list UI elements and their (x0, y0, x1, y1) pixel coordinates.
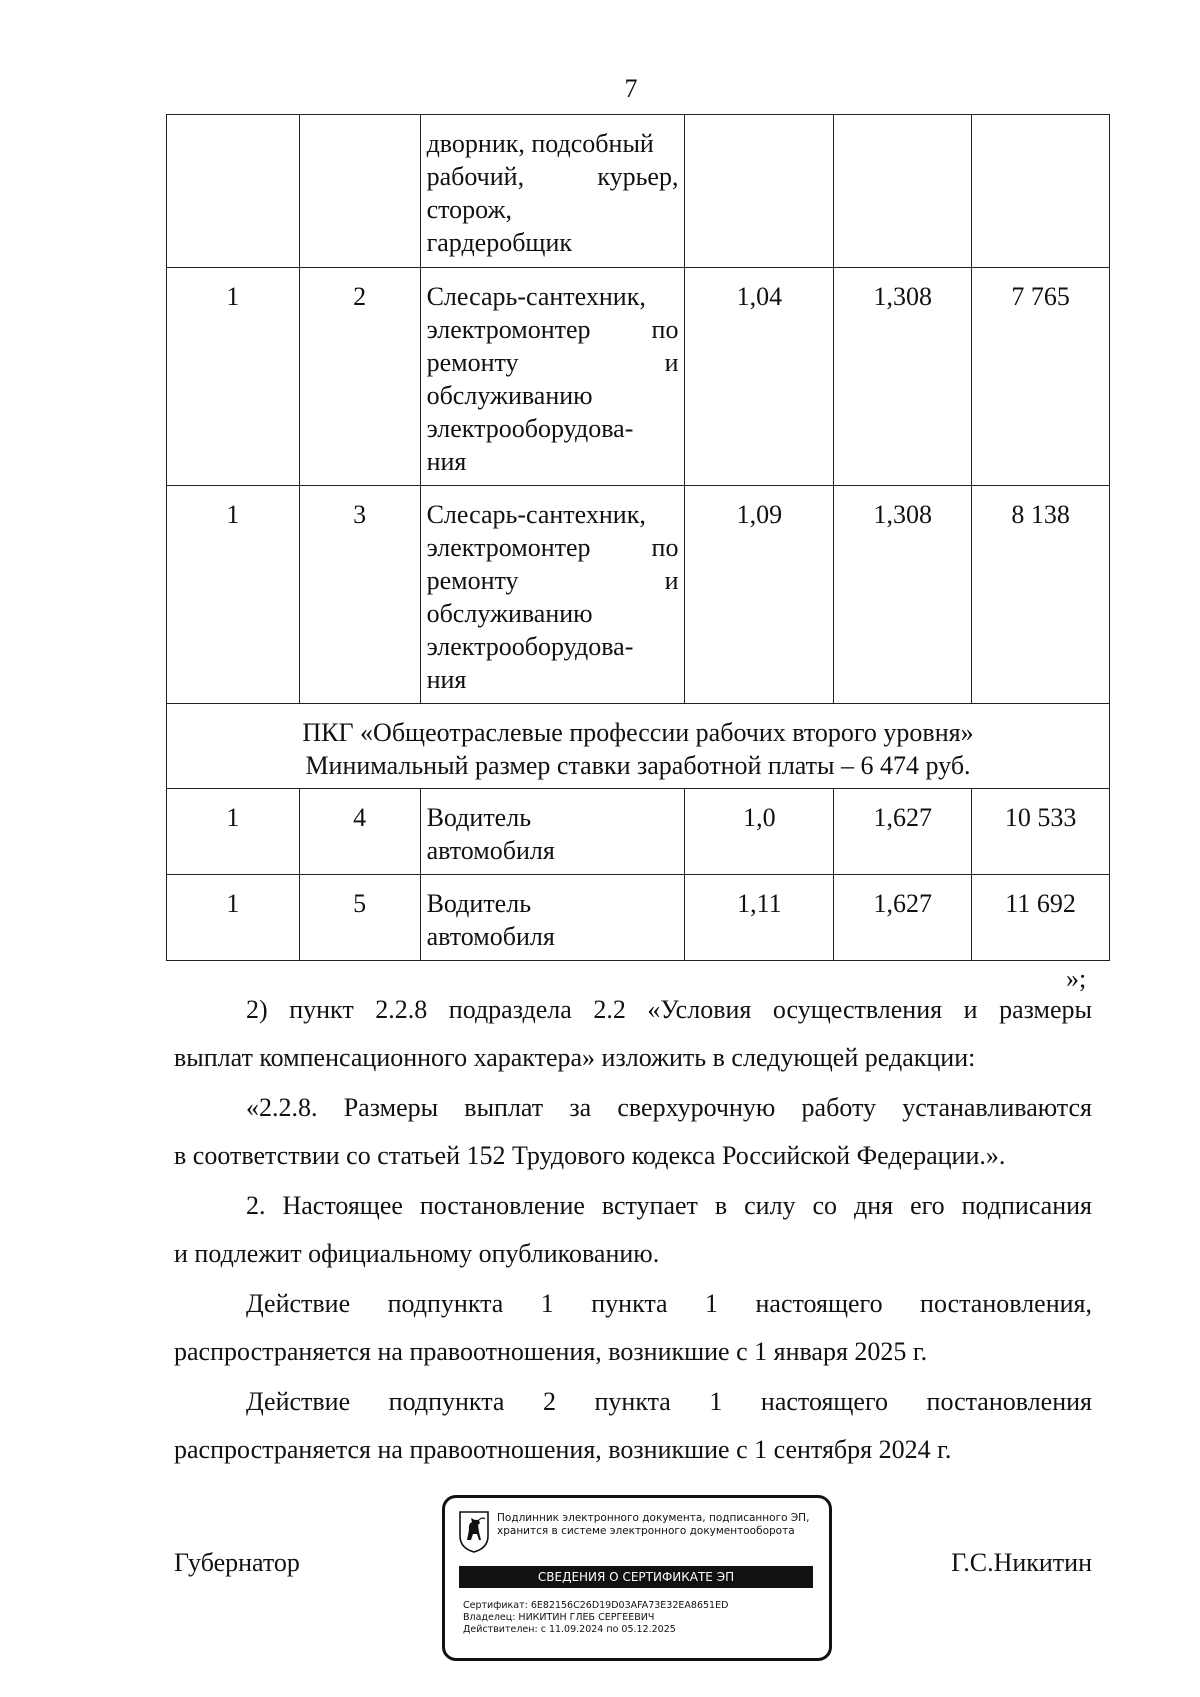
certificate-number: Сертификат: 6E82156C26D19D03AFA73E32EA8651ED (463, 1600, 729, 1611)
certificate-owner: Владелец: НИКИТИН ГЛЕБ СЕРГЕЕВИЧ (463, 1612, 655, 1623)
position-line: электрооборудова- (426, 414, 634, 443)
position-line: гардеробщик (426, 228, 573, 257)
salary-table (166, 114, 1110, 961)
position-line: Слесарь-сантехник, (426, 500, 646, 529)
position-line: электрооборудова- (426, 632, 634, 661)
paragraph-clause-2-2-8 (174, 1084, 1092, 1180)
table-cell-group-number (167, 115, 300, 268)
stamp-header-line: Подлинник электронного документа, подписанного ЭП, (497, 1512, 810, 1524)
table-cell-level: 3 (299, 486, 420, 704)
group-heading (167, 704, 1110, 789)
page-number: 7 (624, 74, 638, 103)
table-cell-coefficient: 1,11 (685, 875, 834, 961)
signature-position: Губернатор (174, 1548, 300, 1577)
position-line: рабочий, курьер, (426, 162, 679, 191)
paragraph-subclause-2-effect (174, 1378, 1092, 1474)
position-line: обслуживанию (426, 599, 593, 628)
paragraph-line: в соответствии со статьей 152 Трудового кодекса Российской Федерации.». (174, 1141, 1006, 1170)
paragraph-entry-into-force (174, 1182, 1092, 1278)
position-line: ремонту и (426, 348, 679, 377)
stamp-details (463, 1600, 815, 1636)
table-cell-group-number: 1 (167, 789, 300, 875)
table-cell-position (420, 115, 685, 268)
table-row (167, 486, 1110, 704)
group-heading-title: ПКГ «Общеотраслевые профессии рабочих второго уровня» (302, 718, 974, 747)
coat-of-arms-icon (458, 1510, 490, 1554)
position-line: Водитель (426, 803, 532, 832)
position-line: сторож, (426, 195, 512, 224)
paragraph-line: распространяется на правоотношения, возникшие с 1 января 2025 г. (174, 1337, 928, 1366)
table-cell-salary: 10 533 (972, 789, 1110, 875)
table-cell-level: 5 (299, 875, 420, 961)
paragraph-line: выплат компенсационного характера» изложить в следующей редакции: (174, 1043, 976, 1072)
table-cell-multiplier (834, 115, 972, 268)
table-cell-position (420, 268, 685, 486)
paragraph-line: Действие подпункта 1 пункта 1 настоящего постановления, (246, 1289, 1092, 1318)
table-row (167, 268, 1110, 486)
table-cell-level: 4 (299, 789, 420, 875)
table-row (167, 789, 1110, 875)
table-cell-coefficient (685, 115, 834, 268)
paragraph-line: 2. Настоящее постановление вступает в силу со дня его подписания (246, 1191, 1092, 1220)
table-cell-multiplier: 1,627 (834, 789, 972, 875)
paragraph-line: 2) пункт 2.2.8 подраздела 2.2 «Условия осуществления и размеры (246, 995, 1092, 1024)
electronic-signature-stamp (442, 1495, 832, 1661)
table-group-row (167, 704, 1110, 789)
position-line: ремонту и (426, 566, 679, 595)
table-cell-multiplier: 1,308 (834, 268, 972, 486)
certificate-validity: Действителен: с 11.09.2024 по 05.12.2025 (463, 1624, 676, 1635)
table-cell-level: 2 (299, 268, 420, 486)
table-cell-salary: 7 765 (972, 268, 1110, 486)
position-line: Водитель (426, 889, 532, 918)
paragraph-subclause-1-effect (174, 1280, 1092, 1376)
table-cell-salary: 11 692 (972, 875, 1110, 961)
table-cell-position (420, 789, 685, 875)
table-row (167, 115, 1110, 268)
paragraph-line: распространяется на правоотношения, возникшие с 1 сентября 2024 г. (174, 1435, 952, 1464)
paragraph-line: Действие подпункта 2 пункта 1 настоящего постановления (246, 1387, 1092, 1416)
position-line: обслуживанию (426, 381, 593, 410)
signature-name: Г.С.Никитин (951, 1548, 1092, 1577)
table-cell-coefficient: 1,0 (685, 789, 834, 875)
paragraph-amendment-2 (174, 986, 1092, 1082)
position-line: дворник, подсобный (426, 129, 654, 158)
table-cell-salary (972, 115, 1110, 268)
position-line: автомобиля (426, 836, 555, 865)
group-heading-min-salary: Минимальный размер ставки заработной платы – 6 474 руб. (305, 751, 971, 780)
stamp-header-line: хранится в системе электронного документооборота (497, 1525, 795, 1537)
table-cell-level (299, 115, 420, 268)
table-cell-coefficient: 1,04 (685, 268, 834, 486)
quote-close: »; (1066, 964, 1087, 993)
table-cell-position (420, 486, 685, 704)
stamp-certificate-title: СВЕДЕНИЯ О СЕРТИФИКАТЕ ЭП (459, 1566, 813, 1588)
position-line: автомобиля (426, 922, 555, 951)
paragraph-line: «2.2.8. Размеры выплат за сверхурочную работу устанавливаются (246, 1093, 1092, 1122)
position-line: ния (426, 447, 467, 476)
position-line: ния (426, 665, 467, 694)
table-cell-multiplier: 1,308 (834, 486, 972, 704)
table-cell-group-number: 1 (167, 486, 300, 704)
table-cell-group-number: 1 (167, 875, 300, 961)
table-cell-multiplier: 1,627 (834, 875, 972, 961)
position-line: электромонтер по (426, 315, 679, 344)
stamp-header (497, 1512, 821, 1538)
paragraph-line: и подлежит официальному опубликованию. (174, 1239, 660, 1268)
position-line: электромонтер по (426, 533, 679, 562)
table-cell-salary: 8 138 (972, 486, 1110, 704)
table-cell-coefficient: 1,09 (685, 486, 834, 704)
position-line: Слесарь-сантехник, (426, 282, 646, 311)
table-cell-position (420, 875, 685, 961)
table-row (167, 875, 1110, 961)
table-cell-group-number: 1 (167, 268, 300, 486)
